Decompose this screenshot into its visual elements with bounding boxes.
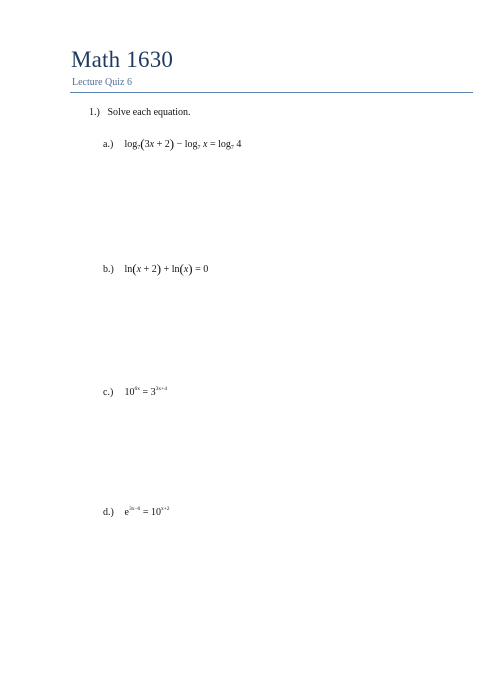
variable: x xyxy=(183,264,189,275)
log-fn: log xyxy=(184,139,198,150)
base: 10 xyxy=(150,507,161,518)
open-paren: ( xyxy=(132,261,137,276)
equals-sign: = xyxy=(209,139,216,150)
part-label: a.) xyxy=(103,139,114,150)
question-part-b xyxy=(103,261,208,277)
equals-sign: = xyxy=(195,264,201,275)
log-base: 7 xyxy=(197,145,201,151)
close-paren: ) xyxy=(169,136,175,151)
base: 3 xyxy=(150,387,156,398)
equation-b xyxy=(124,261,209,276)
base: 10 xyxy=(124,387,135,398)
question-part-d xyxy=(103,506,170,518)
equation-c xyxy=(125,387,168,398)
close-paren: ) xyxy=(188,261,193,276)
variable: x xyxy=(149,139,155,150)
term: + 2 xyxy=(143,264,157,275)
equals-sign: = xyxy=(142,387,149,398)
question-part-a xyxy=(103,136,241,152)
variable: x xyxy=(136,264,142,275)
log-base: 7 xyxy=(230,145,234,151)
equation-d xyxy=(125,507,170,518)
rhs: 4 xyxy=(236,139,242,150)
part-label: c.) xyxy=(103,387,114,398)
question-number: 1.) xyxy=(89,107,100,118)
question-prompt: Solve each equation. xyxy=(107,107,191,118)
part-label: b.) xyxy=(103,264,114,275)
log-fn: log xyxy=(124,139,138,150)
exponent: 3x−6 xyxy=(128,506,141,512)
header-divider xyxy=(70,92,473,93)
operator: + xyxy=(163,264,170,275)
operator: − xyxy=(176,139,183,150)
log-base: 7 xyxy=(137,145,141,151)
exponent: x+2 xyxy=(160,506,170,512)
coef: 3 xyxy=(144,139,150,150)
ln-fn: ln xyxy=(124,264,133,275)
term: + 2 xyxy=(156,139,170,150)
log-fn: log xyxy=(218,139,231,150)
equals-sign: = xyxy=(142,507,149,518)
close-paren: ) xyxy=(156,261,162,276)
open-paren: ( xyxy=(179,261,184,276)
page-subtitle: Lecture Quiz 6 xyxy=(72,77,132,88)
variable: x xyxy=(202,139,208,150)
equation-a xyxy=(124,136,242,151)
question-part-c xyxy=(103,386,167,398)
question-1 xyxy=(89,107,191,118)
exponent: 3x+4 xyxy=(155,386,167,392)
rhs: 0 xyxy=(203,264,209,275)
exponent: 6x xyxy=(134,386,140,392)
ln-fn: ln xyxy=(171,264,180,275)
base: e xyxy=(124,507,129,518)
open-paren: ( xyxy=(140,136,145,151)
part-label: d.) xyxy=(103,507,114,518)
page-title: Math 1630 xyxy=(71,47,174,72)
